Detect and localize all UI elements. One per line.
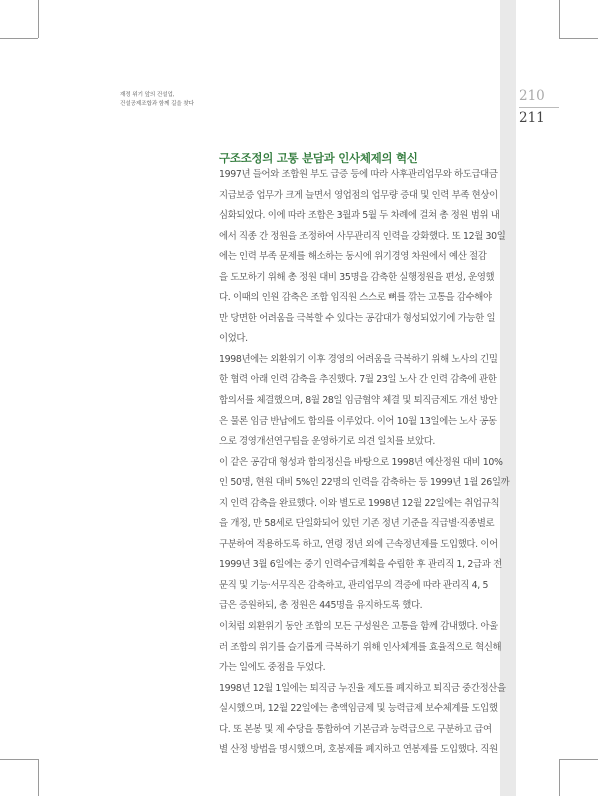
crop-mark: [559, 759, 598, 760]
crop-mark: [38, 759, 39, 796]
body-text-line: 이었다.: [219, 333, 248, 345]
body-text-line: 이처럼 외환위기 동안 조합의 모든 구성원은 고통을 함께 감내했다. 아울: [219, 621, 498, 633]
body-text-line: 문직 및 기능·서무직은 감축하고, 관리업무의 격증에 따라 관리직 4, 5: [219, 579, 489, 591]
body-text-line: 지급보증 업무가 크게 늘면서 영업점의 업무량 증대 및 인력 부족 현상이: [219, 189, 498, 201]
crop-mark: [559, 759, 560, 796]
body-text-line: 에는 인력 부족 문제를 해소하는 동시에 위기경영 차원에서 예산 절감: [219, 251, 487, 263]
body-text-line: 급은 증원하되, 총 정원은 445명을 유지하도록 했다.: [219, 600, 423, 612]
body-text-line: 은 물론 임금 반납에도 합의를 이루었다. 이어 10월 13일에는 노사 공동: [219, 415, 497, 427]
body-text-line: 에서 직종 간 정원을 조정하여 사무관리직 인력을 강화했다. 또 12월 30일: [219, 230, 506, 242]
crop-mark: [0, 759, 38, 760]
body-text-line: 1998년 12월 1일에는 퇴직금 누진율 제도를 폐지하고 퇴직금 중간정산을: [219, 682, 506, 694]
body-text-line: 심화되었다. 이에 따라 조합은 3월과 5월 두 차례에 걸쳐 총 정원 범위 내: [219, 210, 500, 222]
page-number-left: 210: [519, 88, 545, 104]
body-text-line: 지 인력 감축을 완료했다. 이와 별도로 1998년 12월 22일에는 취업규칙: [219, 497, 500, 509]
body-text-line: 이 같은 공감대 형성과 합의정신을 바탕으로 1998년 예산정원 대비 10%: [219, 456, 503, 468]
body-text-line: 러 조합의 위기를 슬기롭게 극복하기 위해 인사체계를 효율적으로 혁신해: [219, 641, 502, 653]
body-text-line: 가는 일에도 중점을 두었다.: [219, 662, 326, 674]
body-text-line: 실시했으며, 12월 22일에는 총액임금제 및 능력급제 보수체계를 도입했: [219, 703, 498, 715]
page-number-right: 211: [519, 110, 545, 126]
body-text-line: 인 50명, 현원 대비 5%인 22명의 인력을 감축하는 등 1999년 1월 26일까: [219, 477, 510, 489]
running-head-line: 건설공제조합과 함께 길을 찾다: [120, 101, 194, 107]
section-title: 구조조정의 고통 분담과 인사체제의 혁신: [219, 151, 418, 165]
running-head-line: 재정 위기 앞의 건설업,: [120, 92, 175, 98]
running-head: [120, 91, 260, 109]
crop-mark: [38, 0, 39, 38]
body-text-line: 한 협력 아래 인력 감축을 추진했다. 7월 23일 노사 간 인력 감축에 관한: [219, 374, 497, 386]
body-text-line: 1999년 3월 6일에는 중기 인력수급계획을 수립한 후 관리직 1, 2급과 전: [219, 559, 502, 571]
page-number-divider: [519, 107, 559, 108]
body-text: [219, 165, 510, 761]
body-text-line: 구분하여 적용하도록 하고, 연령 정년 외에 근속정년제를 도입했다. 이어: [219, 538, 498, 550]
body-text-line: 을 개정, 만 58세로 단일화되어 있던 기존 정년 기준을 직급별·직종별로: [219, 518, 495, 530]
body-text-line: 다. 이때의 인원 감축은 조합 임직원 스스로 뼈를 깎는 고통을 감수해야: [219, 292, 492, 304]
body-text-line: 다. 또 본봉 및 제 수당을 통합하여 기본급과 능력급으로 구분하고 급여: [219, 723, 492, 735]
crop-mark: [0, 38, 38, 39]
body-text-line: 별 산정 방법을 명시했으며, 호봉제를 폐지하고 연봉제를 도입했다. 직원: [219, 744, 498, 756]
crop-mark: [559, 0, 560, 38]
body-text-line: 을 도모하기 위해 총 정원 대비 35명을 감축한 실행정원을 편성, 운영했: [219, 271, 495, 283]
crop-mark: [559, 38, 598, 39]
body-text-line: 1997년 들어와 조합원 부도 급증 등에 따라 사후관리업무와 하도급대금: [219, 169, 498, 180]
body-text-line: 으로 경영개선연구팀을 운영하기로 의견 일치를 보았다.: [219, 436, 436, 448]
body-text-line: 1998년에는 외환위기 이후 경영의 어려움을 극복하기 위해 노사의 긴밀: [219, 353, 498, 365]
body-text-line: 합의서를 체결했으며, 8월 28일 임금협약 체결 및 퇴직금제도 개선 방안: [219, 395, 498, 407]
page-numbers: [519, 89, 559, 126]
body-text-line: 만 당면한 어려움을 극복할 수 있다는 공감대가 형성되었기에 가능한 일: [219, 312, 496, 324]
